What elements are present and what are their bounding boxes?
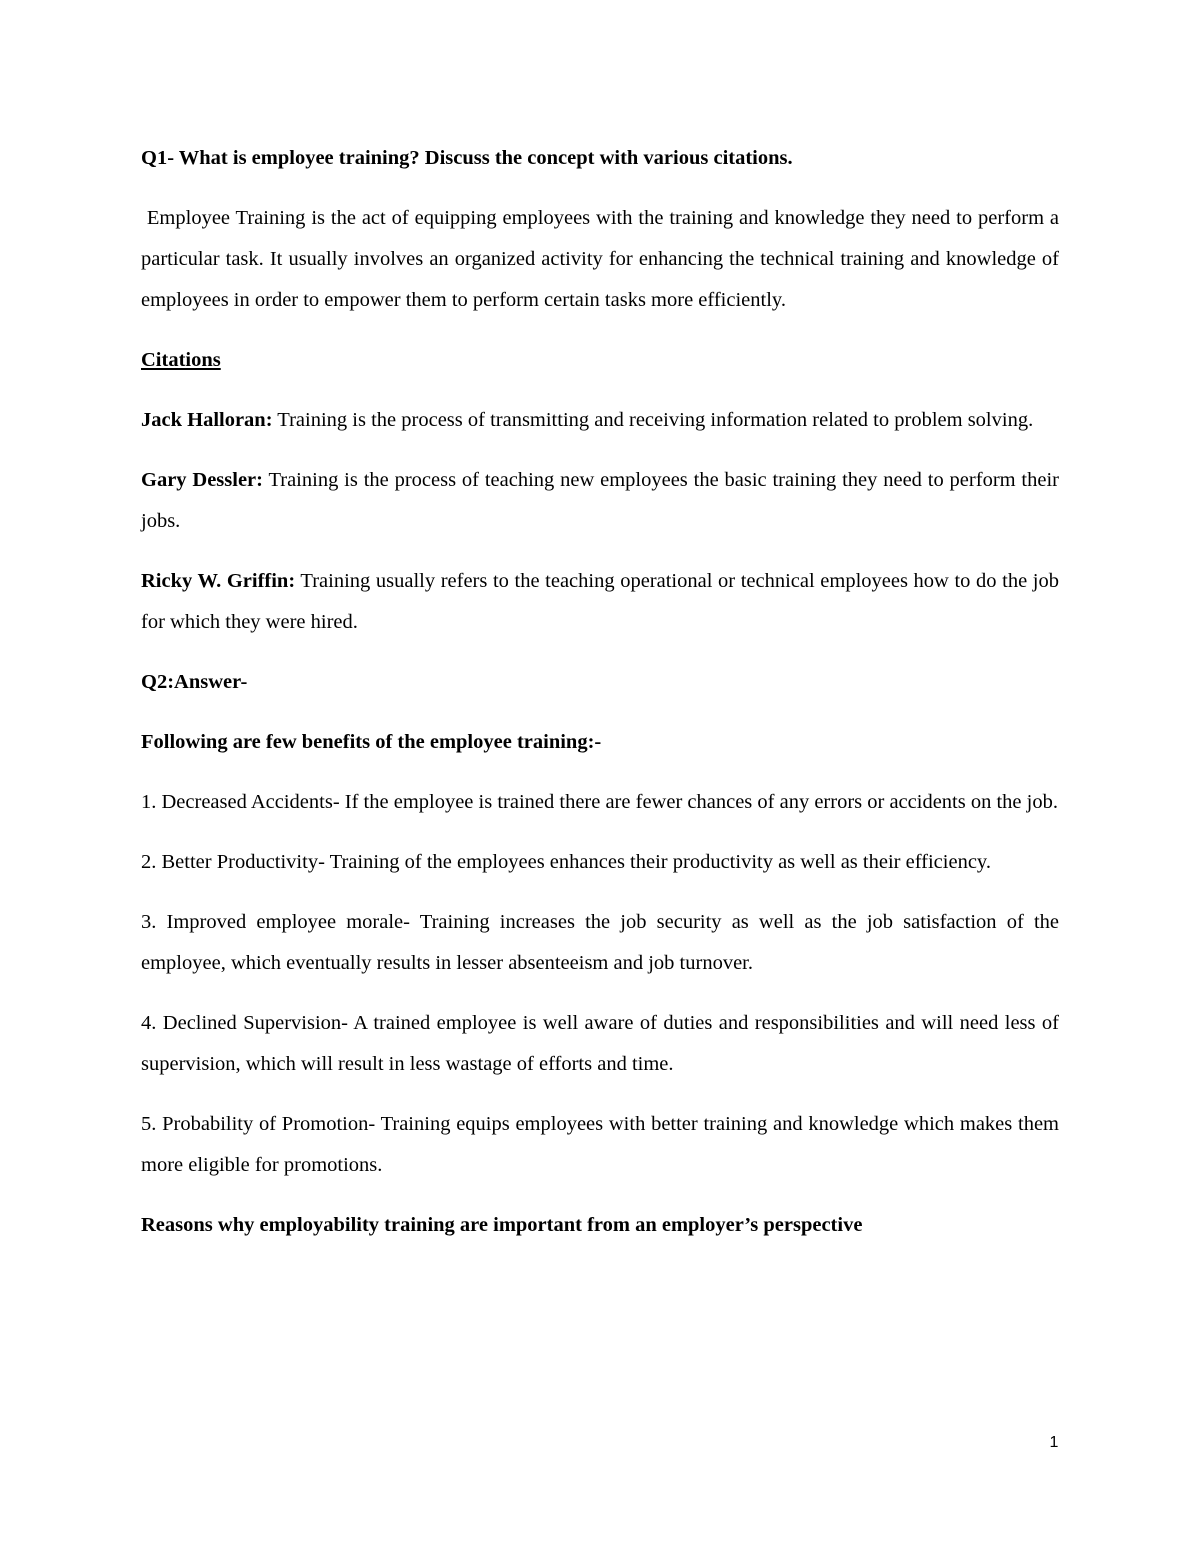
document-body: [141, 138, 1059, 1265]
q1-answer-text: Employee Training is the act of equipping employees with the training and knowledge they need to perform a particular task. It usually involves an organized activity for enhancing the technical training and knowledge of employees in order to empower them to perform certain tasks more efficiently.: [141, 207, 1060, 311]
benefit-item: 4. Declined Supervision- A trained employee is well aware of duties and responsibilities and will need less of supervision, which will result in less wastage of efforts and time.: [141, 1012, 1059, 1075]
citation-griffin: [141, 561, 1059, 643]
citation-text: Training usually refers to the teaching operational or technical employees how to do the job for which they were hired.: [141, 570, 1059, 633]
citation-author: Gary Dessler:: [141, 469, 263, 491]
reasons-heading: Reasons why employability training are important from an employer’s perspective: [141, 1214, 863, 1236]
q1-heading: Q1- What is employee training? Discuss the concept with various citations.: [141, 147, 793, 169]
benefit-item: 2. Better Productivity- Training of the employees enhances their productivity as well as their efficiency.: [141, 851, 991, 873]
q2-heading: Q2:Answer-: [141, 671, 248, 693]
citation-text: Training is the process of transmitting and receiving information related to problem solving.: [272, 409, 1034, 431]
benefit-item: 3. Improved employee morale- Training increases the job security as well as the job satisfaction of the employee, which eventually results in lesser absenteeism and job turnover.: [141, 911, 1059, 974]
benefit-item: 5. Probability of Promotion- Training equips employees with better training and knowledge which makes them more eligible for promotions.: [141, 1113, 1059, 1176]
benefits-heading: Following are few benefits of the employee training:-: [141, 731, 602, 753]
citations-heading: [141, 340, 1059, 381]
page-number: 1: [1049, 1434, 1059, 1451]
citation-author: Ricky W. Griffin:: [141, 570, 296, 592]
citation-author: Jack Halloran:: [141, 409, 273, 431]
citation-dessler: [141, 460, 1059, 542]
citations-heading-text: Citations: [141, 349, 221, 371]
benefit-item: 1. Decreased Accidents- If the employee is trained there are fewer chances of any errors or accidents on the job.: [141, 791, 1058, 813]
citation-halloran: [141, 400, 1059, 441]
citation-text: Training is the process of teaching new employees the basic training they need to perform their jobs.: [141, 469, 1059, 532]
q1-answer-paragraph: [141, 198, 1059, 321]
